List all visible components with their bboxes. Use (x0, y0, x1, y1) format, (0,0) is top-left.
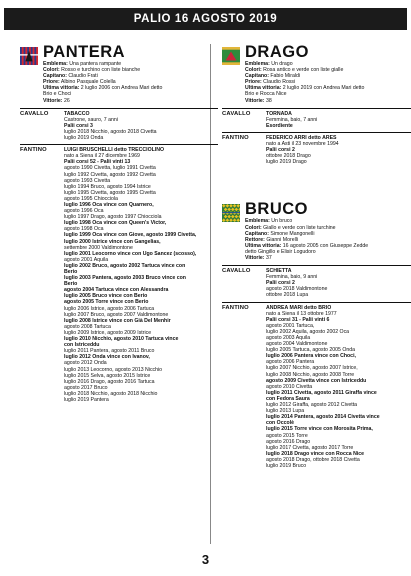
info-value: 16 agosto 2005 con Giuseppe Zedde (281, 242, 369, 249)
fantino-label: FANTINO (20, 147, 47, 154)
detail-line: luglio 2015 Torre vince con Morosita Prima, (266, 426, 373, 433)
detail-line: con Istriceddu (64, 342, 100, 349)
detail-line: luglio 2016 Drago, agosto 2016 Tartuca (64, 378, 155, 385)
contrada-header (222, 201, 411, 261)
cavallo-label: CAVALLO (222, 110, 251, 117)
right-column (222, 44, 411, 469)
fantino-details (64, 147, 218, 403)
info-value: Una pantera rampante (67, 61, 122, 67)
fantino-section (222, 132, 411, 165)
detail-line: agosto 2004 Tartuca vince con Alessandra (64, 287, 169, 294)
detail-line: luglio 2003 Pantera, agosto 2003 Bruco vince con (64, 275, 186, 282)
detail-line: agosto 2001 Aquila (64, 256, 109, 263)
detail-line: luglio 2019 Bruco (266, 462, 307, 469)
detail-line: ottobre 2018 Drago (266, 153, 311, 160)
detail-line: agosto 1995 Chiocciola (64, 195, 118, 202)
detail-line: agosto 2005 Torre vince con Berio (64, 299, 149, 306)
detail-line: luglio 2011 Civetta, agosto 2011 Giraffa vince (266, 389, 377, 396)
info-value: 26 (62, 97, 70, 104)
cavallo-section (20, 108, 218, 141)
detail-line: luglio 1995 Civetta, agosto 1995 Civetta (64, 189, 156, 196)
cavallo-details (266, 268, 411, 298)
info-line (245, 98, 364, 104)
contrada-drago (222, 44, 411, 165)
info-value: detto Gingillo e Elisir Logudoro (245, 248, 316, 255)
detail-line: luglio 1997 Drago, agosto 1997 Chiocciola (64, 214, 162, 221)
detail-line: agosto 2010 Civetta (266, 383, 313, 390)
detail-line: luglio 2017 Civetta, agosto 2017 Torre (266, 444, 354, 451)
detail-line: Femmina, baio, 9 anni (266, 274, 318, 281)
contrada-info (245, 61, 364, 104)
info-line (245, 255, 368, 261)
cavallo-label: CAVALLO (20, 110, 49, 117)
detail-line: agosto 2016 Drago (266, 438, 311, 445)
bruco-flag-icon (222, 204, 240, 222)
contrada-pantera (20, 44, 218, 403)
info-value: Gianni Morelli (264, 236, 299, 243)
contrada-name: BRUCO (245, 200, 308, 219)
info-value: 38 (264, 97, 272, 104)
detail-line: luglio 2008 Nicchio, agosto 2008 Torre (266, 371, 355, 378)
detail-line: settembre 2000 Valdimontone (64, 244, 133, 251)
detail-line: agosto 1990 Civetta, luglio 1991 Civetta (64, 165, 156, 172)
detail-line: luglio 1992 Civetta, agosto 1992 Civetta (64, 171, 156, 178)
detail-line: luglio 2018 Drago vince con Rocca Nice (266, 450, 365, 457)
detail-line: SCHIETTA (266, 268, 292, 275)
info-key: Ultima vittoria: (245, 242, 282, 249)
info-key: Rettore: (245, 236, 265, 243)
detail-line: nato a Siena il 13 ottobre 1977 (266, 310, 337, 317)
detail-line: luglio 2002 Aquila, agosto 2002 Oca (266, 328, 350, 335)
detail-line: luglio 2019 Pantera (64, 396, 109, 403)
fantino-section (20, 144, 218, 403)
info-key: Ultima vittoria: (245, 85, 282, 92)
detail-line: luglio 1994 Bruco, agosto 1994 Istrice (64, 183, 151, 190)
detail-line: luglio 1999 Oca vince con Giove, agosto 1999 Civetta, (64, 232, 197, 239)
info-value: Un drago (269, 61, 293, 67)
info-line (43, 98, 162, 104)
detail-line: luglio 2015 Selva, agosto 2015 Istrice (64, 372, 151, 379)
info-key: Capitano: (245, 73, 269, 80)
detail-line: luglio 2013 Lupa (266, 408, 305, 415)
info-key: Priore: (43, 79, 60, 86)
page-header (4, 8, 407, 30)
detail-line: agosto 2006 Pantera (266, 359, 315, 366)
detail-line: Palii corsi 52 - Palii vinti 13 (64, 159, 131, 166)
info-key: Capitano: (43, 73, 67, 80)
detail-line: Esordiente (266, 122, 293, 129)
detail-line: FEDERICO ARRI detto ARES (266, 134, 337, 141)
contrada-header (20, 44, 218, 104)
detail-line: Palii corsi 31 - Palii vinti 6 (266, 316, 330, 323)
detail-line: agosto 1993 Civetta (64, 177, 111, 184)
detail-line: luglio 2007 Nicchio, agosto 2007 Istrice, (266, 365, 358, 372)
detail-line: luglio 2007 Bruco, agosto 2007 Valdimontone (64, 311, 169, 318)
detail-line: luglio 2014 Pantera, agosto 2014 Civetta vince (266, 414, 380, 421)
info-value: Un bruco (269, 218, 293, 225)
cavallo-section (222, 265, 411, 298)
info-key: Capitano: (245, 230, 269, 237)
detail-line: luglio 2013 Leocorno, agosto 2013 Nicchio (64, 366, 163, 373)
detail-line: luglio 2005 Bruco vince con Berio (64, 293, 148, 300)
cavallo-details (266, 111, 411, 129)
detail-line: agosto 1996 Oca (64, 208, 104, 215)
cavallo-label: CAVALLO (222, 268, 251, 275)
contrada-name: PANTERA (43, 43, 126, 61)
detail-line: luglio 2006 Pantera vince con Choci, (266, 353, 356, 360)
detail-line: agosto 2004 Valdimontone (266, 341, 328, 348)
detail-line: con Occolè (266, 420, 294, 427)
detail-line: agosto 2003 Aquila (266, 335, 311, 341)
info-key: Vittorie: (245, 97, 265, 104)
info-key: Colori: (245, 67, 262, 74)
info-key: Colori: (245, 224, 262, 231)
fantino-label: FANTINO (222, 304, 249, 311)
fantino-details (266, 305, 411, 470)
info-value: Claudio Rossi (261, 79, 296, 86)
detail-line: luglio 2019 Drago (266, 159, 307, 166)
detail-line: luglio 2019 Onda (64, 135, 104, 142)
detail-line: agosto 2018 Drago, ottobre 2018 Civetta (266, 456, 360, 463)
fantino-section (222, 302, 411, 470)
info-key: Ultima vittoria: (43, 85, 80, 92)
detail-line: luglio 2002 Bruco, agosto 2002 Tartuca vince con (64, 262, 186, 269)
contrada-header (222, 44, 411, 104)
detail-line: TABACCO (64, 110, 90, 117)
detail-line: luglio 1998 Oca vince con Queen's Victor, (64, 220, 167, 227)
info-value: Giallo e verde con liste turchine (261, 224, 336, 231)
detail-line: TORNADA (266, 110, 292, 117)
detail-line: nato a Asti il 23 novembre 1994 (266, 141, 339, 148)
info-value: 2 luglio 2006 con Andrea Mari detto (79, 85, 163, 92)
info-value: Fabio Miraldi (268, 73, 301, 80)
detail-line: Palii corsi 3 (64, 122, 93, 129)
detail-line: Femmina, baio, 7 anni (266, 116, 318, 123)
contrada-name: DRAGO (245, 43, 309, 61)
info-key: Emblema: (245, 61, 270, 67)
info-value: Albino Pasquale Colella (59, 79, 116, 86)
info-key: Vittorie: (245, 254, 265, 261)
detail-line: Palii corsi 2 (266, 280, 295, 287)
drago-flag-icon (222, 47, 240, 65)
info-value: Brio e Rocca Nice (245, 91, 287, 98)
contrada-info (43, 61, 162, 104)
detail-line: Berio (64, 269, 78, 275)
info-value: 2 luglio 2019 con Andrea Mari detto (281, 85, 365, 92)
detail-line: luglio 1996 Oca vince con Quarnero, (64, 201, 154, 208)
cavallo-details (64, 111, 218, 141)
detail-line: luglio 2008 Istrice vince con Già Del Menhir (64, 317, 171, 324)
pantera-flag-icon (20, 47, 38, 65)
info-key: Colori: (43, 67, 60, 74)
detail-line: ottobre 2018 Lupa (266, 292, 309, 299)
detail-line: luglio 2012 Onda vince con Ivanov, (64, 354, 150, 361)
info-value: Brio e Choci (43, 91, 72, 98)
detail-line: agosto 2008 Tartuca (64, 323, 111, 330)
detail-line: luglio 2011 Pantera, agosto 2011 Bruco (64, 348, 155, 355)
info-key: Vittorie: (43, 97, 63, 104)
detail-line: Palii corsi 2 (266, 147, 295, 154)
detail-line: luglio 2006 Istrice, agosto 2006 Tartuca (64, 305, 155, 312)
contrada-info (245, 218, 368, 261)
detail-line: agosto 2009 Civetta vince con Istriceddu (266, 377, 367, 384)
detail-line: luglio 2000 Istrice vince con Gangelias, (64, 238, 161, 245)
detail-line: luglio 2010 Nicchio, agosto 2010 Tartuca vince (64, 336, 179, 343)
detail-line: luglio 2012 Giraffa, agosto 2012 Civetta (266, 402, 358, 409)
detail-line: agosto 1998 Oca (64, 226, 104, 233)
detail-line: agosto 2015 Torre (266, 432, 308, 439)
detail-line: luglio 2005 Tartuca, agosto 2005 Onda (266, 347, 356, 354)
contrada-bruco (222, 201, 411, 469)
page-title: PALIO 16 AGOSTO 2019 (133, 13, 278, 25)
info-value: 37 (264, 254, 272, 261)
detail-line: Berio (64, 281, 78, 288)
info-key: Priore: (245, 79, 262, 86)
info-value: Rosso e turchino con liste bianche (59, 67, 141, 74)
cavallo-section (222, 108, 411, 129)
info-key: Emblema: (245, 218, 270, 225)
detail-line: LUIGI BRUSCHELLI detto TRECCIOLINO (64, 147, 164, 154)
detail-line: agosto 2012 Onda (64, 360, 107, 367)
detail-line: ANDREA MARI detto BRIO (266, 304, 332, 311)
detail-line: agosto 2017 Bruco (64, 384, 108, 391)
detail-line: luglio 2018 Nicchio, agosto 2018 Nicchio (64, 390, 158, 397)
detail-line: luglio 2018 Nicchio, agosto 2018 Civetta (64, 128, 157, 135)
info-key: Emblema: (43, 61, 68, 67)
detail-line: agosto 2001 Tartuca, (266, 322, 315, 329)
info-value: Simone Mangonelli (268, 230, 315, 237)
page-number: 3 (201, 552, 210, 567)
detail-line: luglio 2001 Leocorno vince con Ugo Sancez (scosso), (64, 250, 197, 257)
detail-line: luglio 2009 Istrice, agosto 2009 Istrice (64, 329, 152, 336)
fantino-details (266, 135, 411, 165)
info-value: Rosa antico e verde con liste gialle (261, 67, 344, 74)
info-value: Claudio Frati (66, 73, 98, 80)
detail-line: agosto 2018 Valdimontone (266, 286, 328, 293)
detail-line: nato a Siena il 27 dicembre 1969 (64, 153, 140, 160)
fantino-label: FANTINO (222, 134, 249, 141)
detail-line: Castrone, sauro, 7 anni (64, 116, 118, 123)
detail-line: con Fedora Saura (266, 395, 310, 402)
